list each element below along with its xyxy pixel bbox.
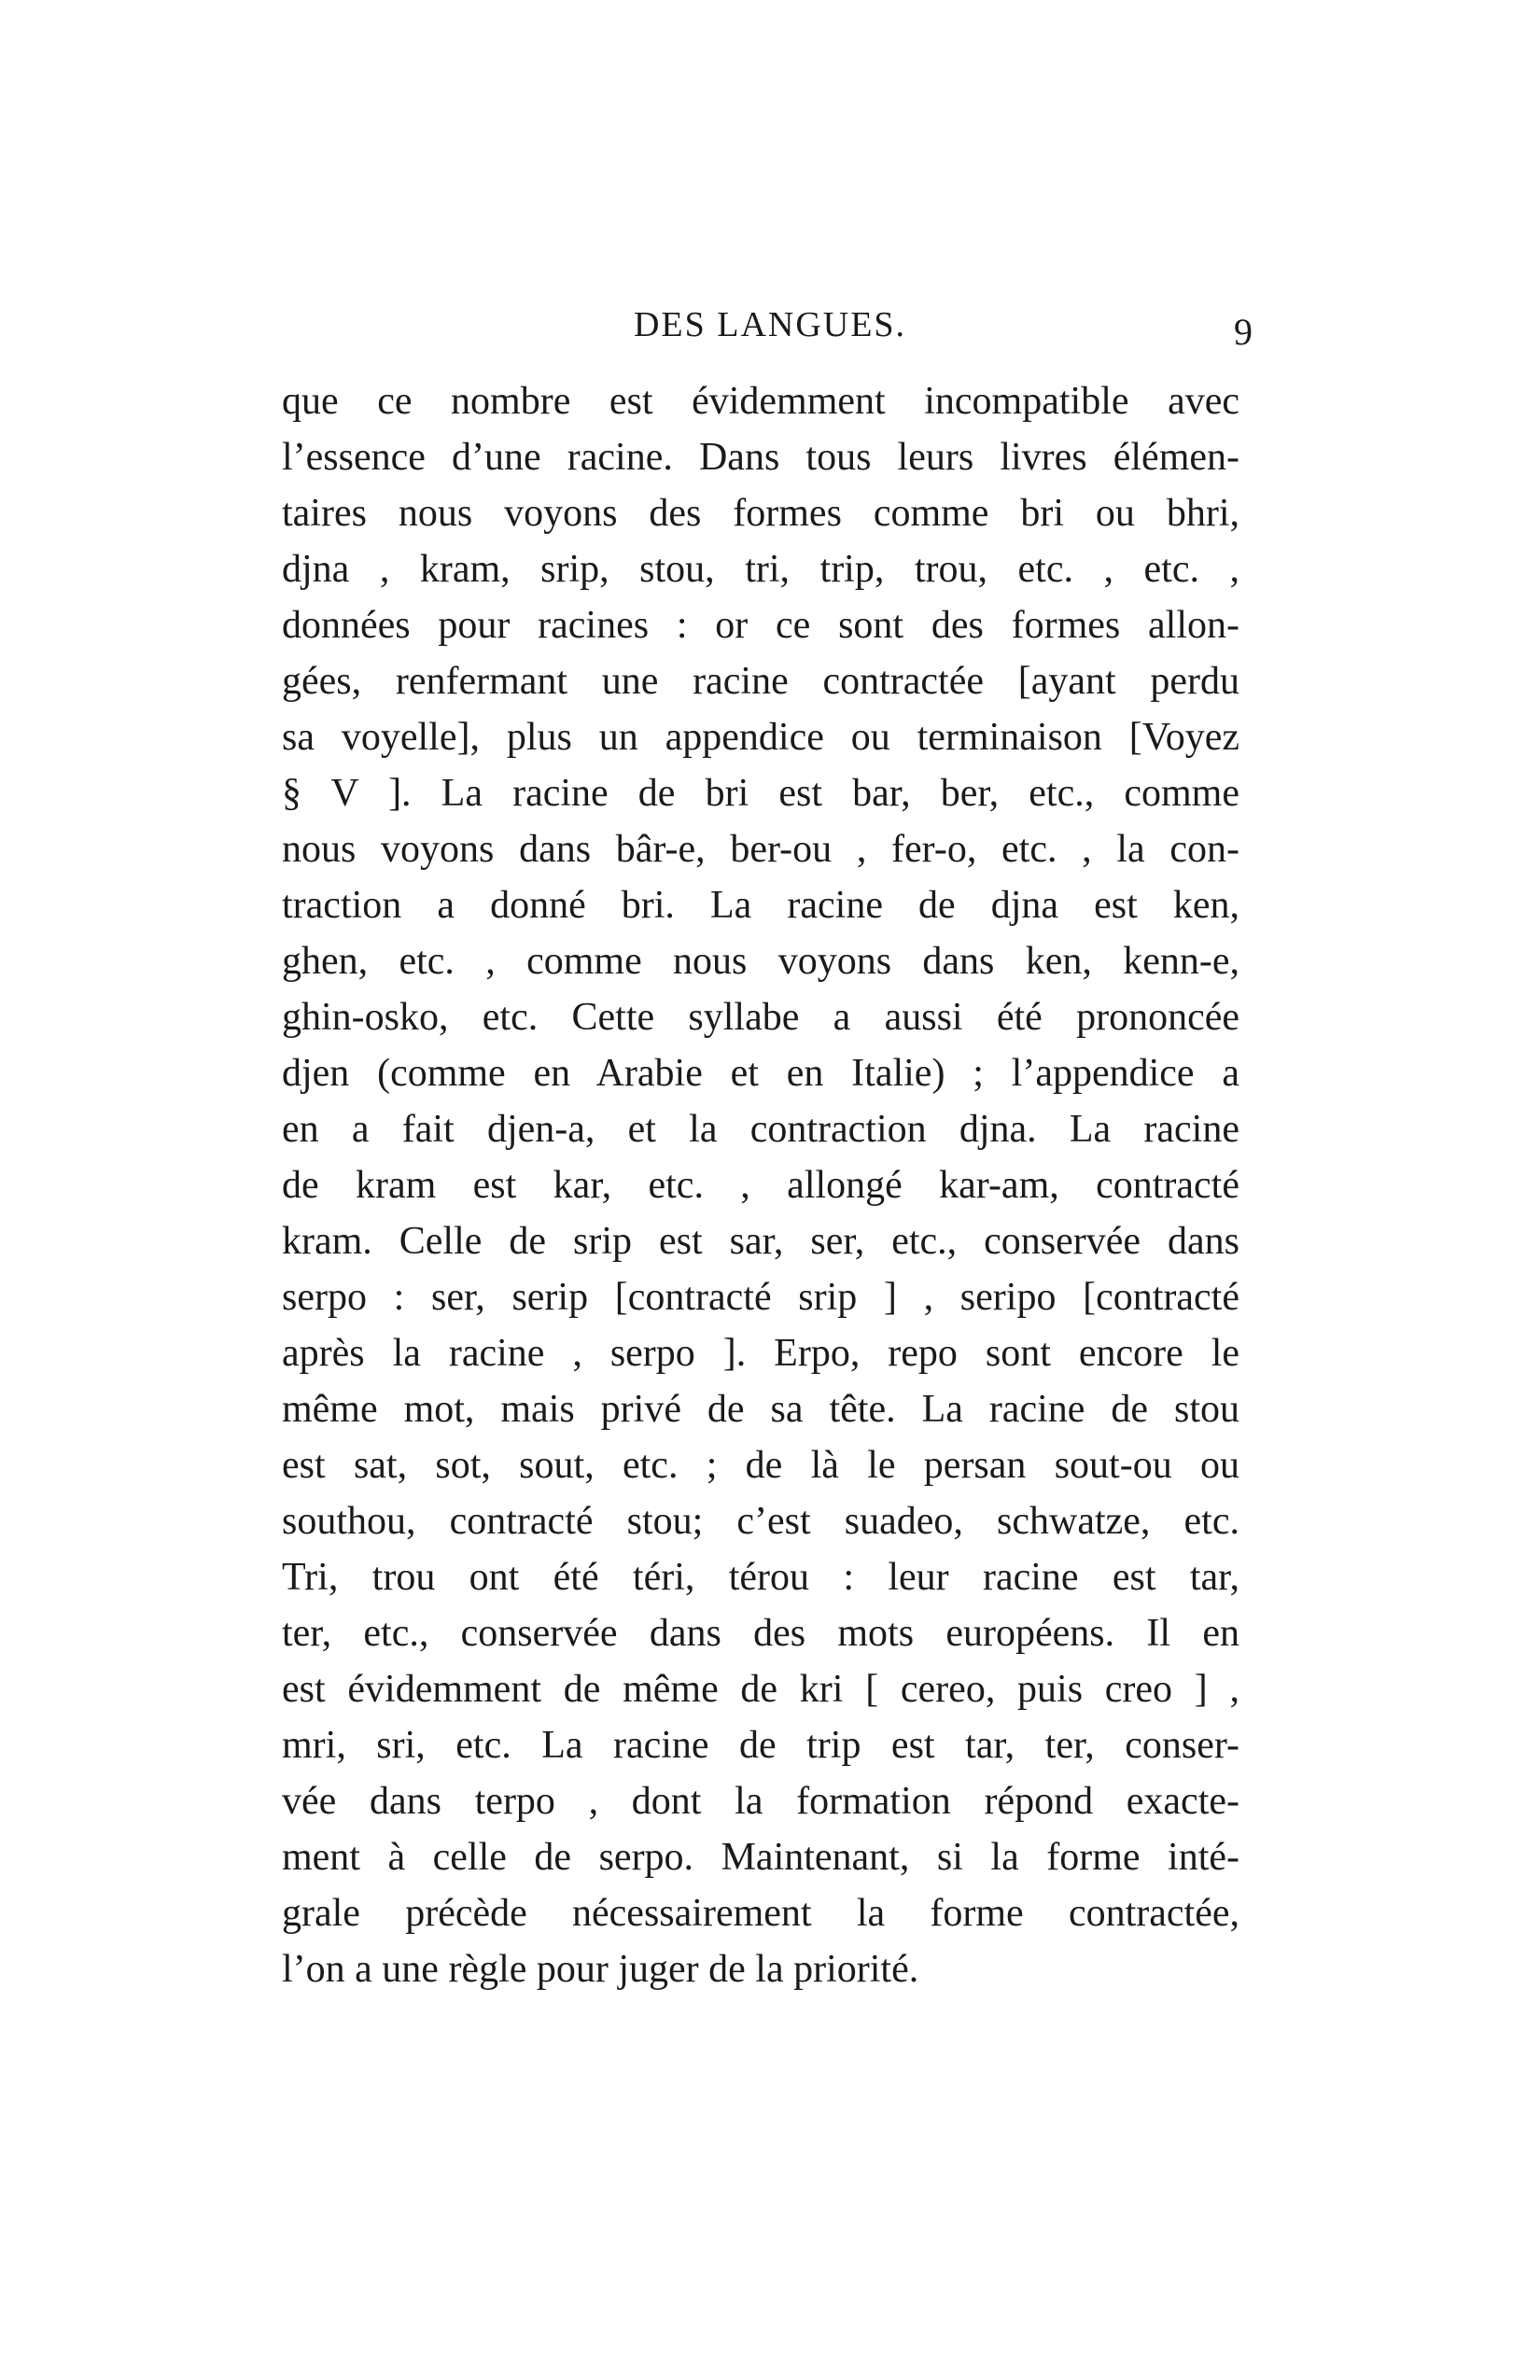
text-line: ment à celle de serpo. Maintenant, si la forme inté- (282, 1836, 1239, 1879)
text-line: mri, sri, etc. La racine de trip est tar, ter, conser- (282, 1724, 1239, 1767)
text-line: sa voyelle], plus un appendice ou terminaison [Voyez (282, 716, 1239, 759)
text-line: southou, contracté stou; c’est suadeo, schwatze, etc. (282, 1500, 1239, 1543)
text-line: en a fait djen-a, et la contraction djna. La racine (282, 1108, 1239, 1151)
page-number: 9 (1234, 311, 1253, 353)
text-line: grale précède nécessairement la forme contractée, (282, 1892, 1239, 1935)
text-line: données pour racines : or ce sont des formes allon- (282, 604, 1239, 647)
text-line: que ce nombre est évidemment incompatible avec (282, 380, 1239, 423)
text-line: Tri, trou ont été téri, térou : leur racine est tar, (282, 1556, 1239, 1599)
text-line: nous voyons dans bâr-e, ber-ou , fer-o, etc. , la con- (282, 828, 1239, 871)
text-line: kram. Celle de srip est sar, ser, etc., conservée dans (282, 1220, 1239, 1263)
text-line: l’essence d’une racine. Dans tous leurs livres élémen- (282, 436, 1239, 479)
text-line: est évidemment de même de kri [ cereo, puis creo ] , (282, 1668, 1239, 1711)
text-line: taires nous voyons des formes comme bri ou bhri, (282, 492, 1239, 535)
text-line: vée dans terpo , dont la formation répond exacte- (282, 1780, 1239, 1823)
text-line: serpo : ser, serip [contracté srip ] , seripo [contracté (282, 1276, 1239, 1319)
body-text (282, 373, 1239, 1997)
running-head (280, 297, 1260, 353)
text-line: § V ]. La racine de bri est bar, ber, etc., comme (282, 772, 1239, 815)
text-line: traction a donné bri. La racine de djna est ken, (282, 884, 1239, 927)
text-line: de kram est kar, etc. , allongé kar-am, contracté (282, 1164, 1239, 1207)
running-title: DES LANGUES. (633, 305, 907, 344)
text-line: l’on a une règle pour juger de la priorité. (282, 1948, 919, 1991)
text-line: djna , kram, srip, stou, tri, trip, trou, etc. , etc. , (282, 548, 1239, 591)
text-line: même mot, mais privé de sa tête. La racine de stou (282, 1388, 1239, 1431)
text-line: djen (comme en Arabie et en Italie) ; l’appendice a (282, 1052, 1239, 1095)
text-line: après la racine , serpo ]. Erpo, repo sont encore le (282, 1332, 1239, 1375)
text-line: ter, etc., conservée dans des mots européens. Il en (282, 1612, 1239, 1655)
text-line: est sat, sot, sout, etc. ; de là le persan sout-ou ou (282, 1444, 1239, 1487)
text-line: gées, renfermant une racine contractée [ayant perdu (282, 660, 1239, 703)
text-line: ghin-osko, etc. Cette syllabe a aussi été prononcée (282, 996, 1239, 1039)
text-line: ghen, etc. , comme nous voyons dans ken, kenn-e, (282, 940, 1239, 983)
